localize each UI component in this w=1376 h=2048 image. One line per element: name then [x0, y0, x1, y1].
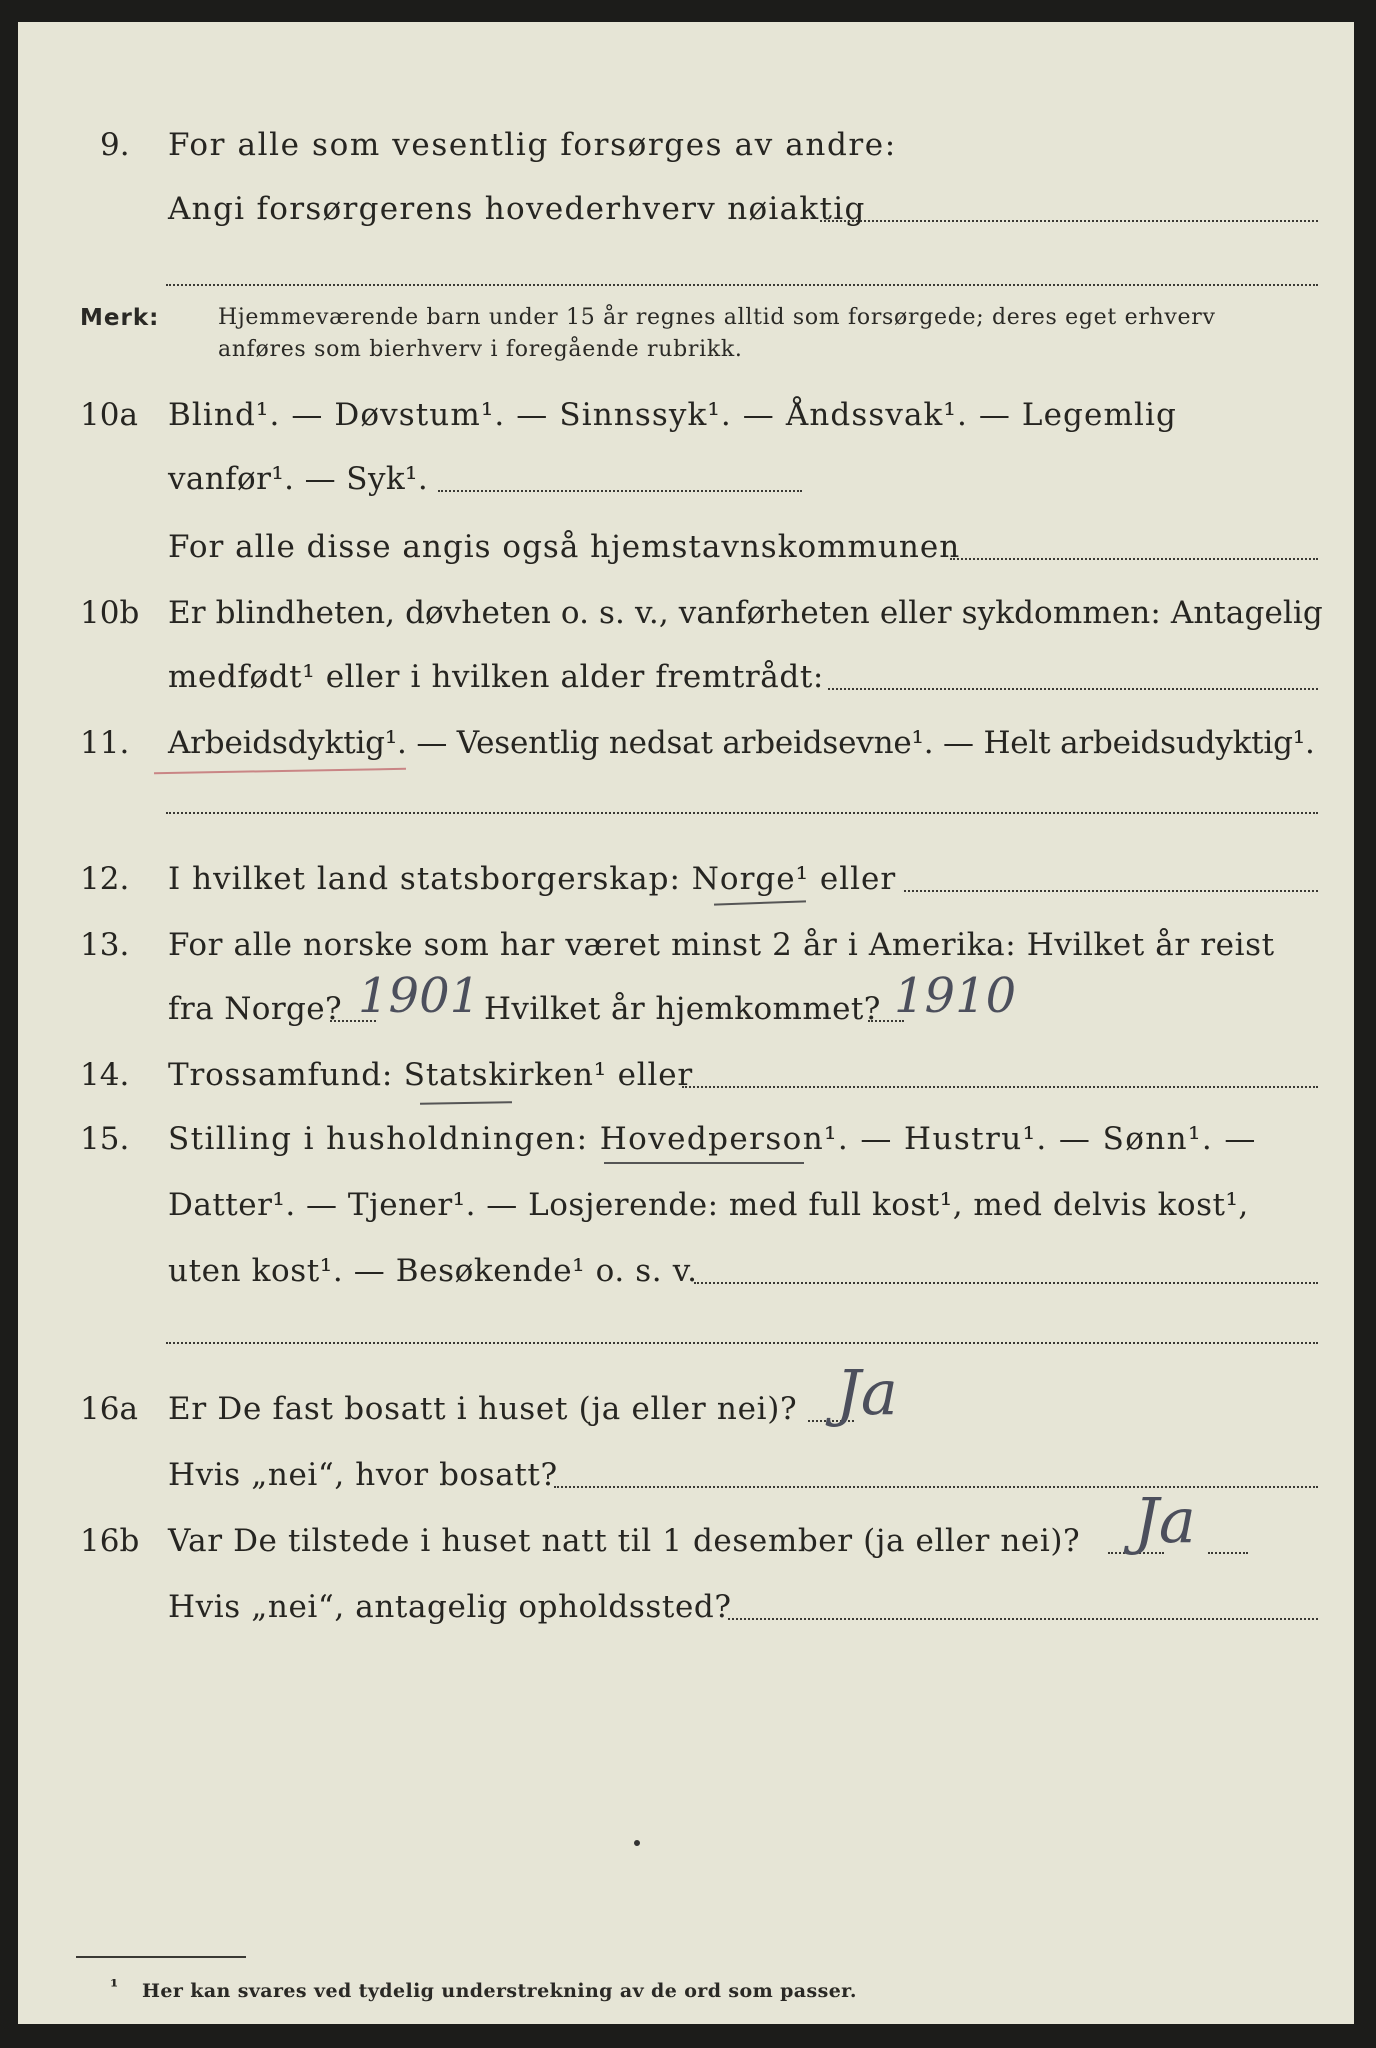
q11-line1: Arbeidsdyktig¹. — Vesentlig nedsat arbeidsevne¹. — Helt arbeidsudyktig¹.: [168, 725, 1315, 761]
q10a-line3: For alle disse angis også hjemstavnskommunen: [168, 529, 961, 565]
q16b-opholdssted-line: [728, 1618, 1318, 1620]
q15-line1: Stilling i husholdningen: Hovedperson¹. — Hustru¹. — Sønn¹. —: [168, 1121, 1257, 1157]
q15-answer-line: [694, 1282, 1318, 1284]
q10b-answer-line: [828, 688, 1318, 690]
q10b-line2: medfødt¹ eller i hvilken alder fremtrådt:: [168, 659, 824, 695]
q10a-number: 10a: [80, 397, 138, 433]
q10a-syk-line: [438, 490, 802, 492]
q10a-line2: vanfør¹. — Syk¹.: [168, 461, 429, 497]
merk-line2: anføres som bierhverv i foregående rubrikk.: [218, 337, 743, 362]
q15-number: 15.: [80, 1121, 130, 1157]
q14-statskirken-underline: [420, 1101, 512, 1105]
q9-answer-line-2: [166, 284, 1318, 286]
q14-number: 14.: [80, 1057, 130, 1093]
q11-answer-line: [166, 812, 1318, 814]
q11-number: 11.: [80, 725, 130, 761]
q10b-line1: Er blindheten, døvheten o. s. v., vanførheten eller sykdommen: Antagelig: [168, 595, 1323, 631]
footnote-text: Her kan svares ved tydelig understrekning av de ord som passer.: [142, 1980, 857, 2002]
q16b-answer-line-2: [1208, 1552, 1248, 1554]
q16a-number: 16a: [80, 1391, 138, 1427]
census-form-page: [18, 22, 1354, 2024]
q15-answer-line-2: [166, 1342, 1318, 1344]
q10a-kommune-line: [950, 558, 1318, 560]
q14-line1: Trossamfund: Statskirken¹ eller: [168, 1057, 693, 1093]
q10a-line1: Blind¹. — Døvstum¹. — Sinnssyk¹. — Åndssvak¹. — Legemlig: [168, 397, 1177, 433]
merk-label: Merk:: [80, 305, 160, 331]
q11-red-mark: [154, 768, 406, 774]
q9-line2: Angi forsørgerens hovederhverv nøiaktig: [168, 191, 866, 227]
q10b-number: 10b: [80, 595, 140, 631]
q16a-line1: Er De fast bosatt i huset (ja eller nei)?: [168, 1391, 798, 1427]
ink-dot: [634, 1840, 640, 1846]
q16a-answer: Ja: [836, 1356, 898, 1429]
q12-line1: I hvilket land statsborgerskap: Norge¹ eller: [168, 861, 897, 897]
q15-line3: uten kost¹. — Besøkende¹ o. s. v.: [168, 1253, 698, 1289]
q13-line1: For alle norske som har været minst 2 år i Amerika: Hvilket år reist: [168, 927, 1275, 963]
q15-hovedperson-underline: [604, 1162, 804, 1164]
q13-answer-reist: 1901: [358, 968, 481, 1024]
q9-answer-line: [820, 220, 1318, 222]
q16b-line2: Hvis „nei“, antagelig opholdssted?: [168, 1589, 732, 1625]
merk-line1: Hjemmeværende barn under 15 år regnes alltid som forsørgede; deres eget erhverv: [218, 305, 1216, 330]
q16b-answer: Ja: [1134, 1484, 1196, 1557]
q16b-line1: Var De tilstede i huset natt til 1 desember (ja eller nei)?: [168, 1523, 1081, 1559]
q12-answer-line: [904, 890, 1318, 892]
q9-line1: For alle som vesentlig forsørges av andre:: [168, 127, 897, 163]
q9-number: 9.: [100, 127, 130, 163]
q12-norge-underline: [714, 900, 806, 905]
q15-line2: Datter¹. — Tjener¹. — Losjerende: med full kost¹, med delvis kost¹,: [168, 1187, 1249, 1223]
q13-line2b: Hvilket år hjemkommet?: [484, 991, 881, 1027]
footnote-mark: ¹: [110, 1976, 119, 1998]
q16b-number: 16b: [80, 1523, 140, 1559]
q12-number: 12.: [80, 861, 130, 897]
footnote-rule: [76, 1956, 246, 1958]
q13-number: 13.: [80, 927, 130, 963]
q14-answer-line: [682, 1086, 1318, 1088]
q16a-bosatt-line: [554, 1486, 1318, 1488]
q13-answer-hjemkommet: 1910: [894, 968, 1017, 1024]
q13-line2a: fra Norge?: [168, 991, 343, 1027]
q16a-line2: Hvis „nei“, hvor bosatt?: [168, 1457, 558, 1493]
